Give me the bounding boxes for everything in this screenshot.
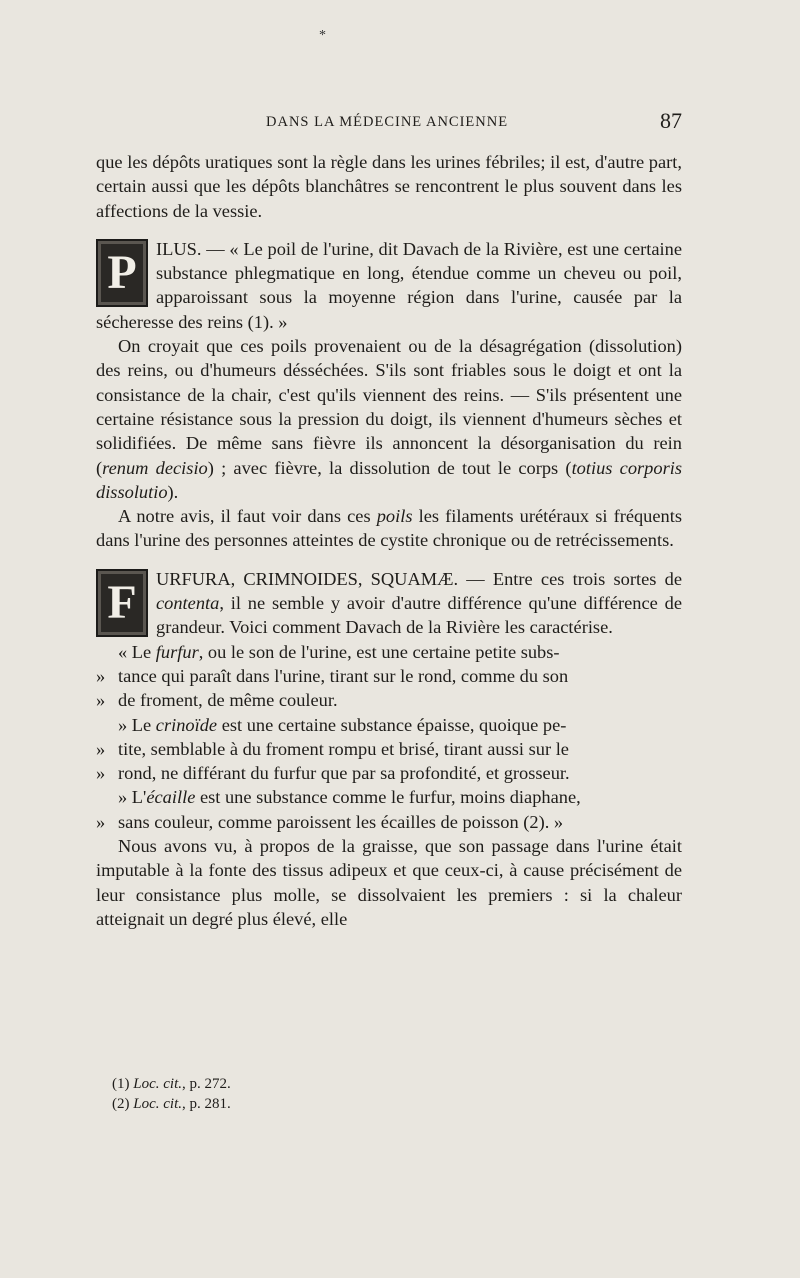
section-lead-furfura: URFURA, CRIMNOIDES, SQUAMÆ. bbox=[156, 568, 459, 589]
footnote: (2) Loc. cit., p. 281. bbox=[112, 1096, 231, 1112]
quote-line: » sans couleur, comme paroissent les écailles de poisson (2). » bbox=[96, 811, 564, 832]
paragraph-continuation: que les dépôts uratiques sont la règle dans les urines fébriles; il est, d'autre part, certain aussi que les dépôts blanchâtres se rencontrent le plus souvent dans les affections de la vessie. bbox=[96, 152, 682, 221]
dropcap-p-icon: P bbox=[96, 239, 148, 307]
dropcap-f-icon: F bbox=[96, 569, 148, 637]
quote-line: « Le furfur, ou le son de l'urine, est une certaine petite subs- bbox=[118, 641, 560, 662]
running-title: DANS LA MÉDECINE ANCIENNE bbox=[266, 114, 509, 130]
quote-line: » rond, ne différant du furfur que par sa profondité, et grosseur. bbox=[96, 763, 570, 784]
paragraph-poils: On croyait que ces poils provenaient ou de la désagrégation (dissolution) des reins, ou d'humeurs désséchées. S'ils sont friables sous le doigt et ont la consistance de la chair, c'est qu'ils viennent des reins. — S'ils présentent une certaine résistance sous la pression du doigt, ils viennent d'humeurs sèches et solidifiées. De même sans fièvre ils annoncent la désorganisation du rein (renum decisio) ; avec fièvre, la dissolution de tout le corps (totius corporis dissolutio). bbox=[96, 336, 682, 502]
quote-line: » tance qui paraît dans l'urine, tirant sur le rond, comme du son bbox=[96, 665, 569, 686]
section-furfura: F URFURA, CRIMNOIDES, SQUAMÆ. — Entre ces trois sortes de contenta, il ne semble y avoir d'autre différence qu'une différence de grandeur. Voici comment Davach de la Rivière les caractérise. bbox=[96, 567, 682, 640]
paragraph-graisse: Nous avons vu, à propos de la graisse, que son passage dans l'urine était imputable à la fonte des tissus adipeux et que ceux-ci, à cause précisément de leur consistance plus molle, se dissolvaient les premiers : si la chaleur atteignait un degré plus élevé, elle bbox=[96, 836, 682, 929]
quote-line: » Le crinoïde est une certaine substance épaisse, quoique pe- bbox=[118, 714, 567, 735]
quote-line: » L'écaille est une substance comme le furfur, moins diaphane, bbox=[118, 787, 581, 808]
quote-line: » de froment, de même couleur. bbox=[96, 690, 338, 711]
page-number: 87 bbox=[660, 108, 682, 133]
body-text bbox=[96, 150, 682, 931]
paragraph-avis: A notre avis, il faut voir dans ces poils les filaments urétéraux si fréquents dans l'urine des personnes atteintes de cystite chronique ou de retrécissements. bbox=[96, 506, 682, 551]
footnotes bbox=[112, 1074, 231, 1114]
section-text-pilus: — « Le poil de l'urine, dit Davach de la Rivière, est une certaine substance phlegmatique en long, étendue comme un cheveu ou poil, apparoissant sous la moyenne région dans l'urine, causée par la sécheresse des reins (1). » bbox=[96, 238, 682, 332]
section-pilus bbox=[96, 237, 682, 334]
printer-mark: * bbox=[319, 28, 326, 43]
page-header bbox=[96, 108, 682, 138]
footnote: (1) Loc. cit., p. 272. bbox=[112, 1076, 231, 1092]
section-lead-pilus: ILUS. bbox=[156, 238, 202, 259]
quotation bbox=[96, 640, 682, 834]
quote-line: » tite, semblable à du froment rompu et brisé, tirant aussi sur le bbox=[96, 738, 569, 759]
